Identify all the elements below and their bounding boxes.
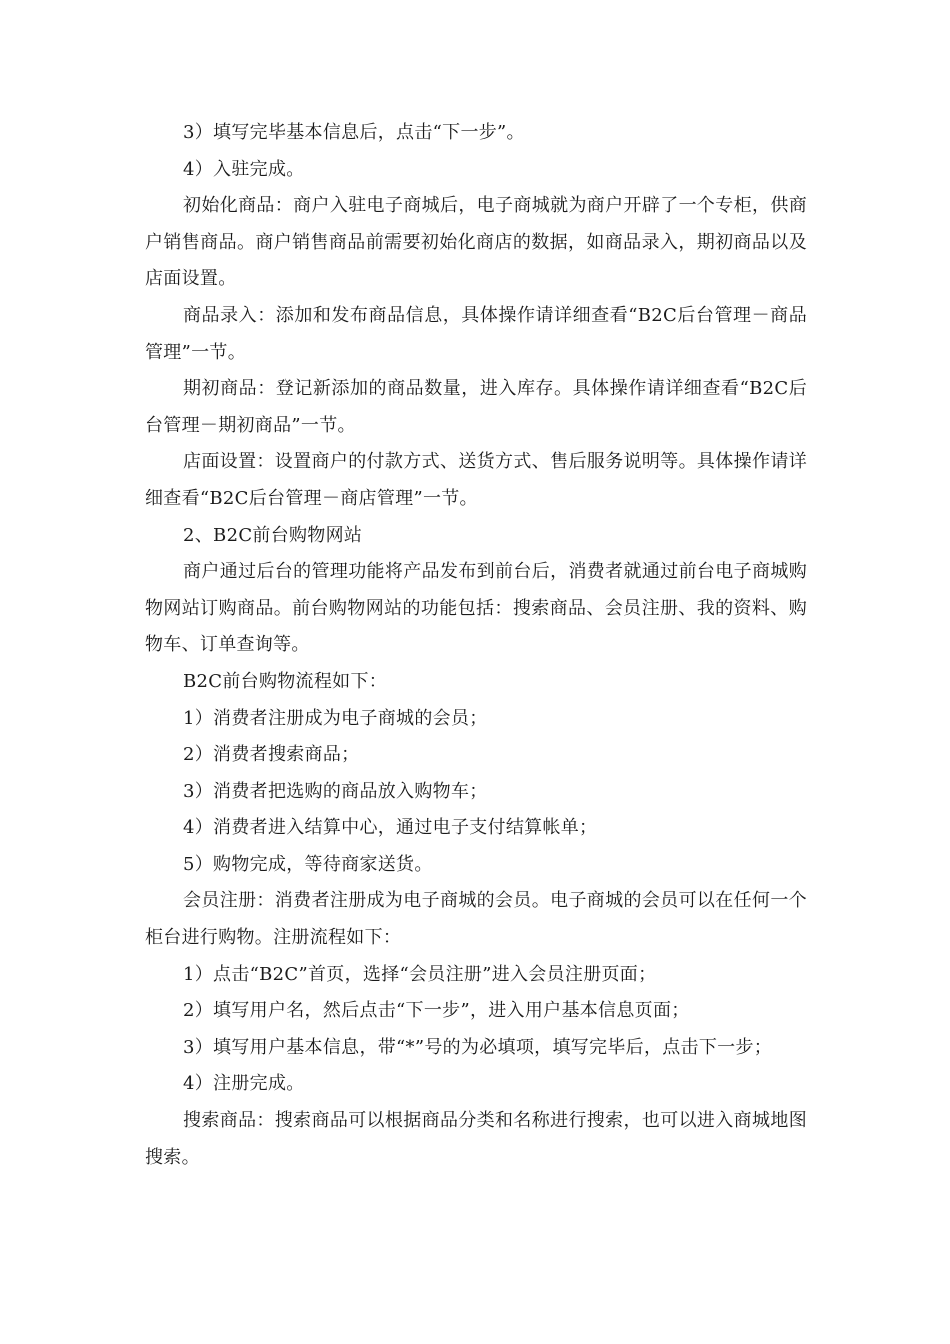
list-item: 3）消费者把选购的商品放入购物车； [183,780,488,802]
list-item: 2）消费者搜索商品； [183,744,360,766]
paragraph: 搜索商品：搜索商品可以根据商品分类和名称进行搜索，也可以进入商城地图搜索。 [145,1110,807,1168]
list-item: 4）注册完成。 [183,1073,305,1095]
paragraph: 商品录入：添加和发布商品信息，具体操作请详细查看“B2C后台管理－商品管理”一节。 [145,304,807,363]
paragraph: 会员注册：消费者注册成为电子商城的会员。电子商城的会员可以在任何一个柜台进行购物。注册流程如下： [145,890,807,949]
document-body [145,115,807,1176]
paragraph: 期初商品：登记新添加的商品数量，进入库存。具体操作请详细查看“B2C后台管理－期初商品”一节。 [145,378,807,436]
list-item: 2）填写用户名，然后点击“下一步”，进入用户基本信息页面； [183,1000,690,1022]
list-item: 5）购物完成，等待商家送货。 [183,853,433,875]
list-item: 4）消费者进入结算中心，通过电子支付结算帐单； [183,817,598,839]
list-item: 1）消费者注册成为电子商城的会员； [183,707,488,729]
list-item: 1）点击“B2C”首页，选择“会员注册”进入会员注册页面； [183,963,657,985]
paragraph: 商户通过后台的管理功能将产品发布到前台后，消费者就通过前台电子商城购物网站订购商品。前台购物网站的功能包括：搜索商品、会员注册、我的资料、购物车、订单查询等。 [145,561,807,656]
section-heading: 2、B2C前台购物网站 [183,524,363,546]
paragraph: 4）入驻完成。 [183,158,305,180]
paragraph: 店面设置：设置商户的付款方式、送货方式、售后服务说明等。具体操作请详细查看“B2C后台管理－商店管理”一节。 [145,451,807,509]
paragraph: B2C前台购物流程如下： [183,670,388,692]
paragraph: 初始化商品：商户入驻电子商城后，电子商城就为商户开辟了一个专柜，供商户销售商品。商户销售商品前需要初始化商店的数据，如商品录入，期初商品以及店面设置。 [145,195,807,290]
paragraph: 3）填写完毕基本信息后，点击“下一步”。 [183,122,525,143]
list-item: 3）填写用户基本信息，带“*”号的为必填项，填写完毕后，点击下一步； [183,1036,773,1058]
